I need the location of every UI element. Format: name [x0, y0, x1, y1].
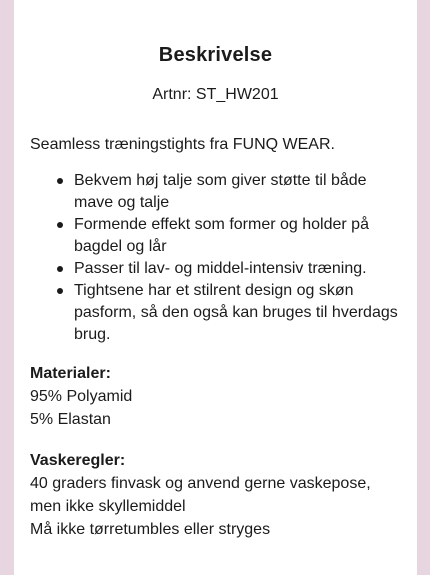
- feature-item: Bekvem høj talje som giver støtte til både mave og talje: [74, 170, 401, 214]
- materials-line: 5% Elastan: [30, 411, 111, 428]
- care-section: [30, 449, 401, 541]
- article-number: Artnr: ST_HW201: [152, 86, 279, 103]
- feature-list: [30, 170, 401, 346]
- care-line: 40 graders finvask og anvend gerne vaskepose, men ikke skyllemiddel: [30, 475, 371, 515]
- care-line: Må ikke tørretumbles eller stryges: [30, 521, 271, 538]
- materials-heading: Materialer:: [30, 365, 111, 382]
- feature-item: Formende effekt som former og holder på bagdel og lår: [74, 214, 401, 258]
- care-heading: Vaskeregler:: [30, 452, 126, 469]
- intro-text: Seamless træningstights fra FUNQ WEAR.: [30, 136, 335, 153]
- product-description-panel: [14, 0, 417, 575]
- materials-section: [30, 362, 401, 431]
- description-title: Beskrivelse: [158, 44, 273, 66]
- materials-line: 95% Polyamid: [30, 388, 133, 405]
- feature-item: Tightsene har et stilrent design og skøn pasform, så den også kan bruges til hverdags brug.: [74, 280, 401, 346]
- feature-item: Passer til lav- og middel-intensiv træning.: [74, 258, 401, 280]
